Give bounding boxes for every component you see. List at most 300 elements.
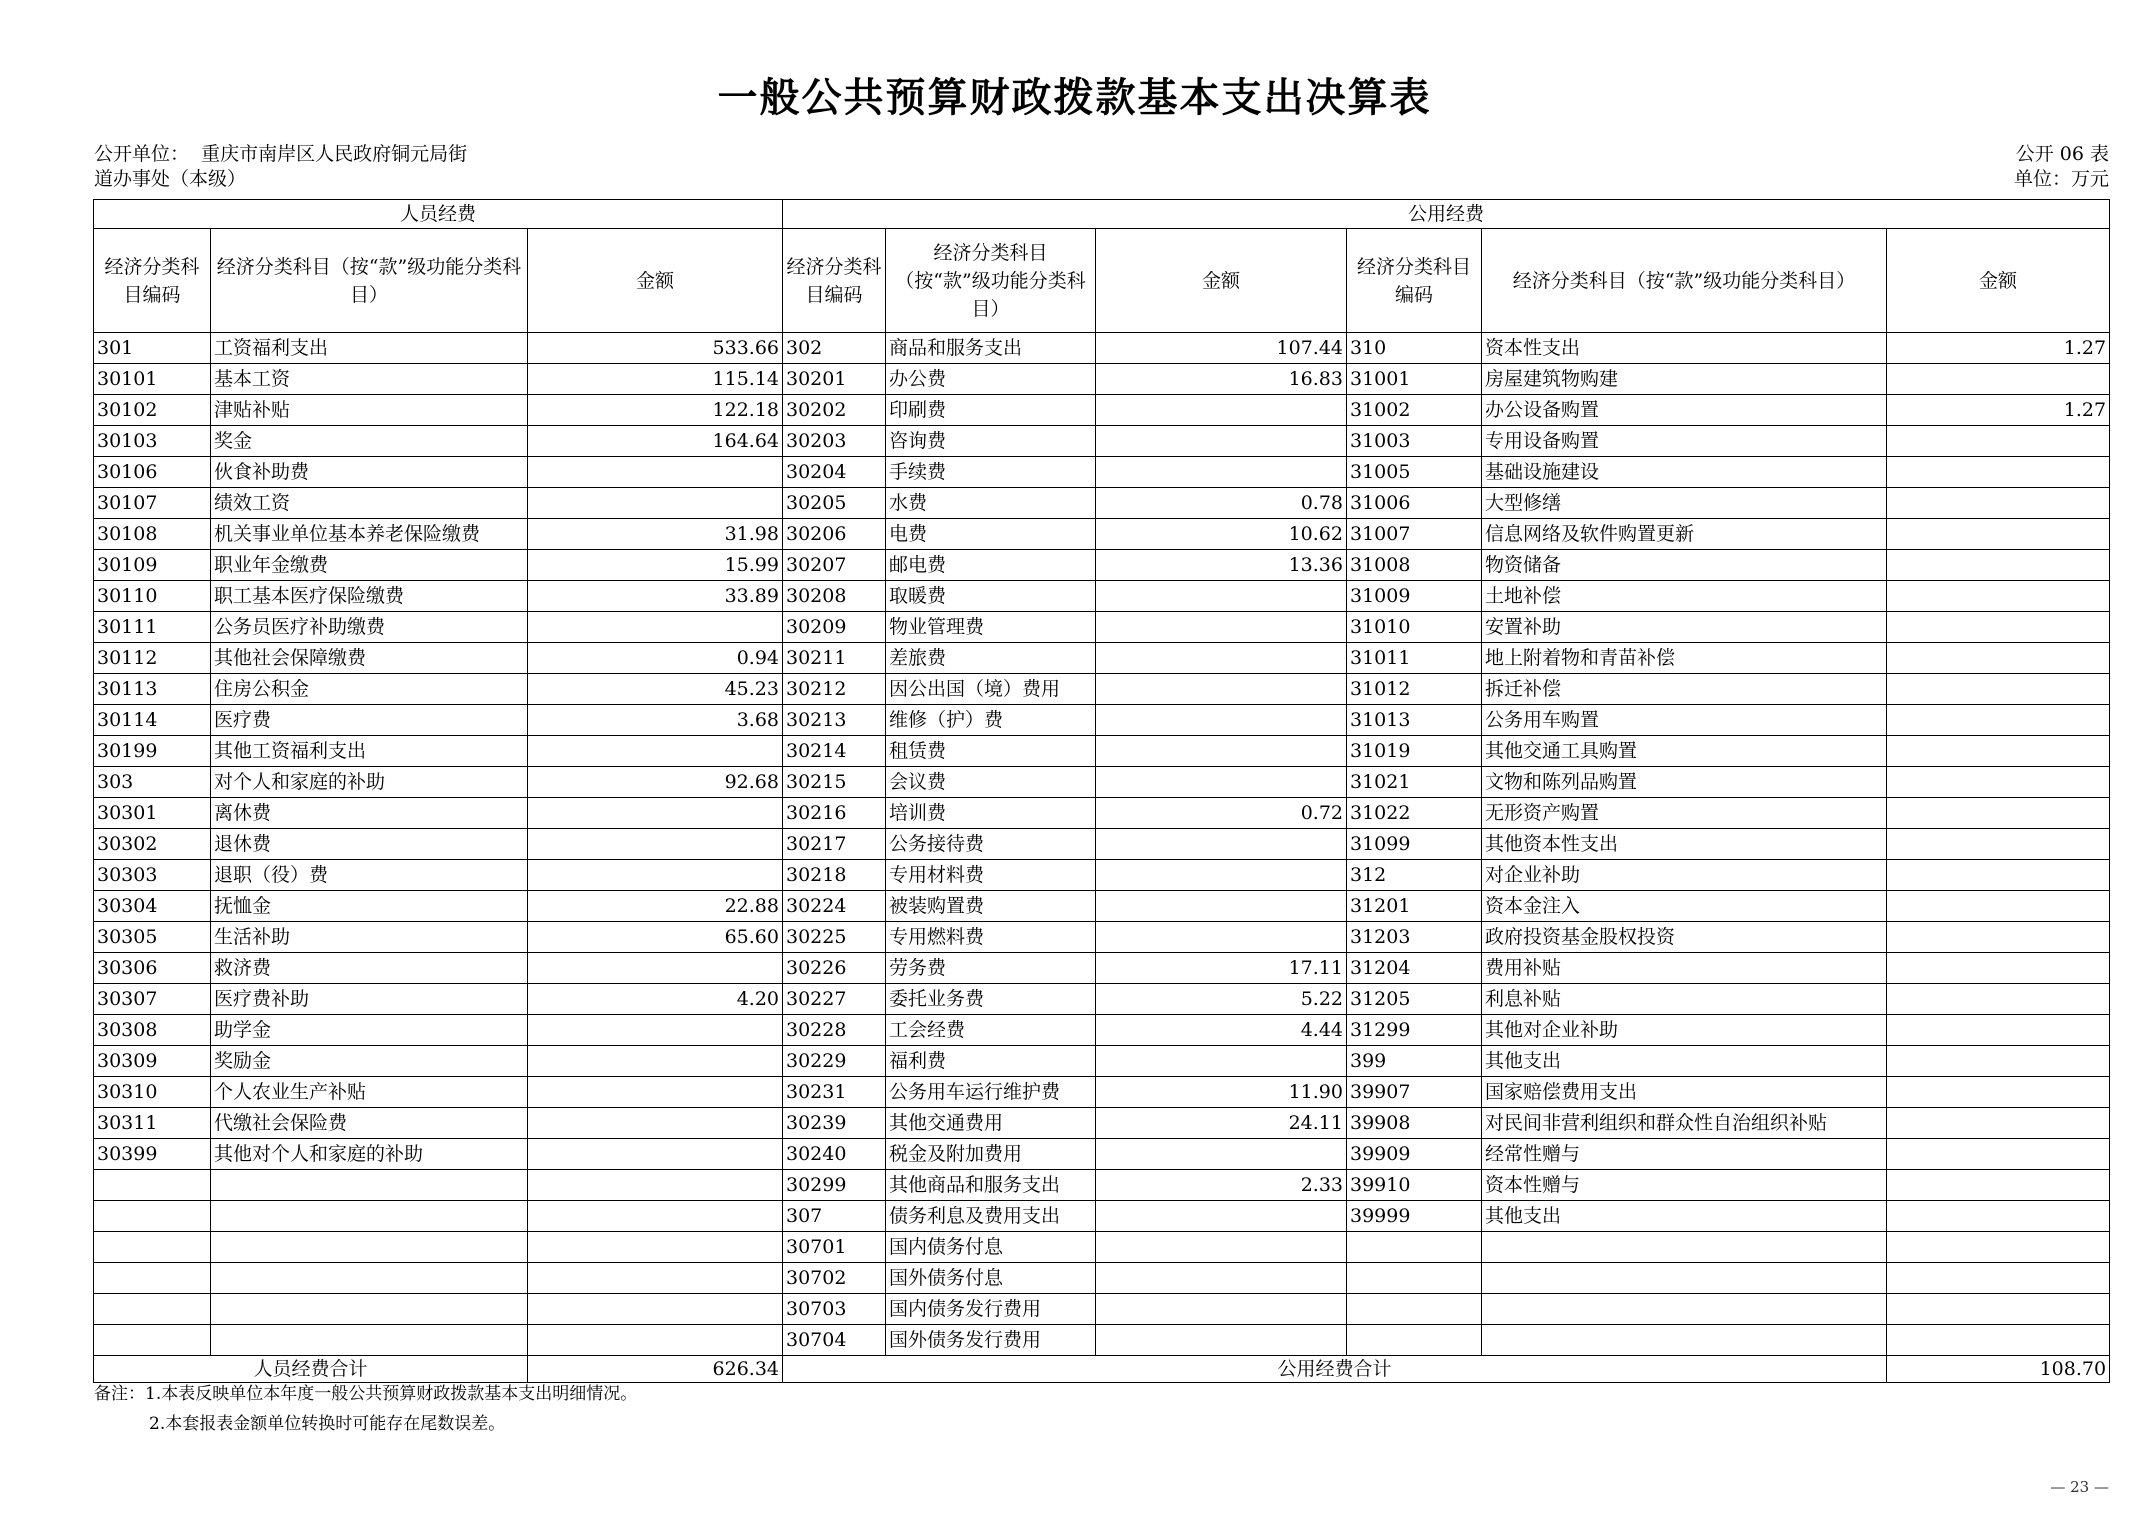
public1-code-cell: 30215 (783, 767, 886, 798)
public2-amount-cell (1887, 488, 2110, 519)
public2-amount-cell (1887, 643, 2110, 674)
public1-name-cell: 会议费 (886, 767, 1096, 798)
public1-code-cell: 30701 (783, 1232, 886, 1263)
public1-name-cell: 其他商品和服务支出 (886, 1170, 1096, 1201)
footnotes (94, 1379, 637, 1439)
personnel-code-cell: 30310 (94, 1077, 211, 1108)
personnel-amount-cell: 115.14 (528, 364, 783, 395)
table-row (94, 953, 2110, 984)
public2-name-cell: 国家赔偿费用支出 (1482, 1077, 1887, 1108)
personnel-code-cell: 30108 (94, 519, 211, 550)
public1-name-cell: 国外债务发行费用 (886, 1325, 1096, 1356)
personnel-name-cell: 其他对个人和家庭的补助 (211, 1139, 528, 1170)
public1-code-cell: 30214 (783, 736, 886, 767)
public1-code-cell: 30201 (783, 364, 886, 395)
public1-code-cell: 30227 (783, 984, 886, 1015)
public1-name-cell: 公务接待费 (886, 829, 1096, 860)
public2-name-cell: 经常性赠与 (1482, 1139, 1887, 1170)
table-row (94, 984, 2110, 1015)
personnel-amount-cell (528, 1139, 783, 1170)
public1-amount-cell (1096, 1263, 1347, 1294)
footnote-2: 2.本套报表金额单位转换时可能存在尾数误差。 (149, 1414, 506, 1434)
table-row (94, 581, 2110, 612)
public1-amount-cell: 24.11 (1096, 1108, 1347, 1139)
personnel-amount-cell (528, 1046, 783, 1077)
currency-unit: 单位：万元 (2013, 168, 2109, 190)
page-title: 一般公共预算财政拨款基本支出决算表 (717, 74, 1432, 121)
public2-amount-cell (1887, 1015, 2110, 1046)
personnel-name-cell: 医疗费补助 (211, 984, 528, 1015)
personnel-code-cell: 30111 (94, 612, 211, 643)
public1-code-cell: 30202 (783, 395, 886, 426)
personnel-name-cell: 奖励金 (211, 1046, 528, 1077)
public1-amount-cell: 11.90 (1096, 1077, 1347, 1108)
public2-name-cell: 政府投资基金股权投资 (1482, 922, 1887, 953)
public1-name-cell: 委托业务费 (886, 984, 1096, 1015)
table-row (94, 643, 2110, 674)
section-public: 公用经费 (783, 200, 2110, 229)
public2-name-cell: 其他支出 (1482, 1201, 1887, 1232)
public1-code-cell: 307 (783, 1201, 886, 1232)
public2-name-cell: 大型修缮 (1482, 488, 1887, 519)
public2-code-cell: 31099 (1347, 829, 1482, 860)
public2-code-cell: 31010 (1347, 612, 1482, 643)
column-header-row (94, 229, 2110, 333)
public2-code-cell: 399 (1347, 1046, 1482, 1077)
public1-amount-cell (1096, 426, 1347, 457)
table-row (94, 1108, 2110, 1139)
public2-code-cell: 31019 (1347, 736, 1482, 767)
personnel-code-cell (94, 1170, 211, 1201)
public1-amount-cell (1096, 457, 1347, 488)
table-row (94, 1232, 2110, 1263)
public1-amount-cell (1096, 705, 1347, 736)
personnel-code-cell: 30107 (94, 488, 211, 519)
public1-name-cell: 福利费 (886, 1046, 1096, 1077)
public1-name-cell: 邮电费 (886, 550, 1096, 581)
personnel-name-cell (211, 1263, 528, 1294)
personnel-code-cell (94, 1294, 211, 1325)
personnel-code-cell: 303 (94, 767, 211, 798)
public2-amount-cell (1887, 1232, 2110, 1263)
page-number: — 23 — (2050, 1478, 2109, 1496)
public1-name-cell: 劳务费 (886, 953, 1096, 984)
public1-name-cell: 公务用车运行维护费 (886, 1077, 1096, 1108)
personnel-code-cell: 30109 (94, 550, 211, 581)
public2-name-cell: 土地补偿 (1482, 581, 1887, 612)
personnel-amount-cell: 3.68 (528, 705, 783, 736)
public2-code-cell: 31022 (1347, 798, 1482, 829)
public1-amount-cell: 13.36 (1096, 550, 1347, 581)
personnel-amount-cell: 45.23 (528, 674, 783, 705)
public2-name-cell: 无形资产购置 (1482, 798, 1887, 829)
public1-code-cell: 30205 (783, 488, 886, 519)
public2-name-cell: 办公设备购置 (1482, 395, 1887, 426)
table-row (94, 1046, 2110, 1077)
public1-code-cell: 30204 (783, 457, 886, 488)
public1-code-cell: 30209 (783, 612, 886, 643)
public2-name-cell: 资本金注入 (1482, 891, 1887, 922)
public2-amount-cell (1887, 457, 2110, 488)
public1-code-cell: 30211 (783, 643, 886, 674)
personnel-name-cell: 绩效工资 (211, 488, 528, 519)
public-total-amount: 108.70 (1887, 1356, 2110, 1383)
personnel-total-label: 人员经费合计 (94, 1356, 528, 1383)
section-personnel: 人员经费 (94, 200, 783, 229)
public2-code-cell: 31299 (1347, 1015, 1482, 1046)
table-row (94, 705, 2110, 736)
personnel-name-cell: 对个人和家庭的补助 (211, 767, 528, 798)
public1-code-cell: 30226 (783, 953, 886, 984)
public2-name-cell: 对企业补助 (1482, 860, 1887, 891)
personnel-name-cell: 住房公积金 (211, 674, 528, 705)
public2-name-cell: 房屋建筑物购建 (1482, 364, 1887, 395)
personnel-amount-cell: 4.20 (528, 984, 783, 1015)
public1-code-cell: 30217 (783, 829, 886, 860)
public1-name-cell: 商品和服务支出 (886, 333, 1096, 364)
personnel-amount-cell: 31.98 (528, 519, 783, 550)
public2-code-cell (1347, 1294, 1482, 1325)
personnel-amount-cell (528, 1201, 783, 1232)
personnel-code-cell: 30113 (94, 674, 211, 705)
public1-name-cell: 工会经费 (886, 1015, 1096, 1046)
header-public1-code: 经济分类科目编码 (783, 229, 886, 333)
public1-name-cell: 培训费 (886, 798, 1096, 829)
personnel-name-cell: 基本工资 (211, 364, 528, 395)
personnel-code-cell: 30199 (94, 736, 211, 767)
personnel-code-cell (94, 1263, 211, 1294)
table-row (94, 1263, 2110, 1294)
table-row (94, 364, 2110, 395)
public1-amount-cell (1096, 736, 1347, 767)
personnel-name-cell: 退休费 (211, 829, 528, 860)
personnel-name-cell: 助学金 (211, 1015, 528, 1046)
public2-amount-cell (1887, 1325, 2110, 1356)
public1-amount-cell (1096, 395, 1347, 426)
public1-name-cell: 专用燃料费 (886, 922, 1096, 953)
personnel-amount-cell (528, 736, 783, 767)
public2-code-cell: 31011 (1347, 643, 1482, 674)
public1-amount-cell (1096, 674, 1347, 705)
public1-code-cell: 30240 (783, 1139, 886, 1170)
public1-code-cell: 30702 (783, 1263, 886, 1294)
personnel-amount-cell (528, 953, 783, 984)
public1-amount-cell: 17.11 (1096, 953, 1347, 984)
public1-amount-cell: 2.33 (1096, 1170, 1347, 1201)
personnel-code-cell: 30110 (94, 581, 211, 612)
public1-code-cell: 30203 (783, 426, 886, 457)
personnel-name-cell: 个人农业生产补贴 (211, 1077, 528, 1108)
header-public1-amount: 金额 (1096, 229, 1347, 333)
public1-name-cell: 办公费 (886, 364, 1096, 395)
personnel-amount-cell (528, 1263, 783, 1294)
public2-amount-cell (1887, 705, 2110, 736)
public2-amount-cell (1887, 953, 2110, 984)
public2-name-cell: 其他对企业补助 (1482, 1015, 1887, 1046)
personnel-name-cell: 离休费 (211, 798, 528, 829)
public1-code-cell: 30218 (783, 860, 886, 891)
public1-amount-cell: 0.72 (1096, 798, 1347, 829)
public2-code-cell: 31204 (1347, 953, 1482, 984)
table-row (94, 922, 2110, 953)
public1-name-cell: 水费 (886, 488, 1096, 519)
table-row (94, 457, 2110, 488)
public2-amount-cell (1887, 1263, 2110, 1294)
public2-code-cell: 31005 (1347, 457, 1482, 488)
personnel-code-cell: 30399 (94, 1139, 211, 1170)
table-row (94, 674, 2110, 705)
personnel-code-cell: 30309 (94, 1046, 211, 1077)
public1-name-cell: 国内债务付息 (886, 1232, 1096, 1263)
public1-code-cell: 30231 (783, 1077, 886, 1108)
personnel-amount-cell: 65.60 (528, 922, 783, 953)
public2-code-cell (1347, 1263, 1482, 1294)
personnel-name-cell: 伙食补助费 (211, 457, 528, 488)
personnel-amount-cell (528, 798, 783, 829)
public2-amount-cell (1887, 860, 2110, 891)
personnel-amount-cell: 15.99 (528, 550, 783, 581)
public2-amount-cell (1887, 612, 2110, 643)
personnel-name-cell: 职工基本医疗保险缴费 (211, 581, 528, 612)
personnel-amount-cell (528, 1170, 783, 1201)
public2-name-cell: 其他资本性支出 (1482, 829, 1887, 860)
personnel-code-cell: 30303 (94, 860, 211, 891)
public2-amount-cell (1887, 1108, 2110, 1139)
public1-name-cell: 国外债务付息 (886, 1263, 1096, 1294)
personnel-name-cell: 其他工资福利支出 (211, 736, 528, 767)
public1-name-cell: 被装购置费 (886, 891, 1096, 922)
public1-code-cell: 30225 (783, 922, 886, 953)
public2-name-cell (1482, 1232, 1887, 1263)
public2-name-cell: 地上附着物和青苗补偿 (1482, 643, 1887, 674)
personnel-code-cell: 30308 (94, 1015, 211, 1046)
public2-amount-cell (1887, 426, 2110, 457)
public1-amount-cell (1096, 891, 1347, 922)
public1-amount-cell (1096, 1201, 1347, 1232)
personnel-amount-cell: 0.94 (528, 643, 783, 674)
public2-amount-cell (1887, 1170, 2110, 1201)
public1-amount-cell (1096, 1139, 1347, 1170)
public1-amount-cell (1096, 1325, 1347, 1356)
public2-amount-cell (1887, 798, 2110, 829)
table-row (94, 488, 2110, 519)
public1-name-cell: 专用材料费 (886, 860, 1096, 891)
personnel-name-cell (211, 1170, 528, 1201)
public2-amount-cell (1887, 736, 2110, 767)
public2-amount-cell (1887, 1201, 2110, 1232)
personnel-code-cell: 30114 (94, 705, 211, 736)
footnote-1: 备注：1.本表反映单位本年度一般公共预算财政拨款基本支出明细情况。 (94, 1384, 638, 1404)
public1-amount-cell (1096, 612, 1347, 643)
personnel-amount-cell (528, 860, 783, 891)
public2-name-cell: 资本性赠与 (1482, 1170, 1887, 1201)
personnel-code-cell: 30103 (94, 426, 211, 457)
personnel-amount-cell: 22.88 (528, 891, 783, 922)
personnel-name-cell (211, 1294, 528, 1325)
public2-name-cell: 利息补贴 (1482, 984, 1887, 1015)
personnel-code-cell: 30302 (94, 829, 211, 860)
personnel-name-cell: 工资福利支出 (211, 333, 528, 364)
expenditure-table (93, 199, 2110, 1383)
public2-code-cell: 31205 (1347, 984, 1482, 1015)
public2-code-cell: 31001 (1347, 364, 1482, 395)
public2-name-cell: 信息网络及软件购置更新 (1482, 519, 1887, 550)
personnel-amount-cell (528, 612, 783, 643)
public2-amount-cell: 1.27 (1887, 395, 2110, 426)
public2-code-cell: 312 (1347, 860, 1482, 891)
public1-amount-cell (1096, 1294, 1347, 1325)
personnel-code-cell (94, 1325, 211, 1356)
public1-code-cell: 302 (783, 333, 886, 364)
public1-amount-cell (1096, 860, 1347, 891)
public1-amount-cell (1096, 581, 1347, 612)
public1-name-cell: 电费 (886, 519, 1096, 550)
public2-amount-cell (1887, 550, 2110, 581)
public1-name-cell: 差旅费 (886, 643, 1096, 674)
public1-code-cell: 30206 (783, 519, 886, 550)
table-row (94, 519, 2110, 550)
public2-name-cell: 物资储备 (1482, 550, 1887, 581)
personnel-amount-cell (528, 457, 783, 488)
unit-label: 公开单位： (94, 143, 190, 165)
public2-code-cell (1347, 1325, 1482, 1356)
public1-amount-cell (1096, 922, 1347, 953)
section-header-row (94, 200, 2110, 229)
public2-code-cell: 31203 (1347, 922, 1482, 953)
table-row (94, 1015, 2110, 1046)
public2-name-cell: 文物和陈列品购置 (1482, 767, 1887, 798)
public2-amount-cell (1887, 1046, 2110, 1077)
personnel-code-cell: 30301 (94, 798, 211, 829)
personnel-name-cell: 救济费 (211, 953, 528, 984)
public1-name-cell: 维修（护）费 (886, 705, 1096, 736)
public2-code-cell: 31002 (1347, 395, 1482, 426)
public2-amount-cell (1887, 984, 2110, 1015)
personnel-code-cell: 30106 (94, 457, 211, 488)
public1-code-cell: 30216 (783, 798, 886, 829)
public1-code-cell: 30299 (783, 1170, 886, 1201)
public2-code-cell (1347, 1232, 1482, 1263)
public1-name-cell: 咨询费 (886, 426, 1096, 457)
public1-name-cell: 国内债务发行费用 (886, 1294, 1096, 1325)
personnel-amount-cell (528, 829, 783, 860)
public1-name-cell: 物业管理费 (886, 612, 1096, 643)
public2-code-cell: 39907 (1347, 1077, 1482, 1108)
personnel-name-cell (211, 1325, 528, 1356)
public1-code-cell: 30239 (783, 1108, 886, 1139)
public1-amount-cell: 4.44 (1096, 1015, 1347, 1046)
public1-name-cell: 印刷费 (886, 395, 1096, 426)
public1-code-cell: 30224 (783, 891, 886, 922)
table-row (94, 860, 2110, 891)
personnel-name-cell (211, 1201, 528, 1232)
public2-code-cell: 39999 (1347, 1201, 1482, 1232)
table-row (94, 1201, 2110, 1232)
table-row (94, 1294, 2110, 1325)
public1-name-cell: 因公出国（境）费用 (886, 674, 1096, 705)
public2-code-cell: 39909 (1347, 1139, 1482, 1170)
public2-amount-cell (1887, 829, 2110, 860)
public1-name-cell: 手续费 (886, 457, 1096, 488)
public1-amount-cell: 107.44 (1096, 333, 1347, 364)
personnel-code-cell: 30304 (94, 891, 211, 922)
public2-amount-cell (1887, 1077, 2110, 1108)
public1-code-cell: 30228 (783, 1015, 886, 1046)
public2-amount-cell (1887, 581, 2110, 612)
table-meta (2014, 142, 2109, 192)
personnel-code-cell: 30112 (94, 643, 211, 674)
public2-code-cell: 31008 (1347, 550, 1482, 581)
public2-name-cell: 拆迁补偿 (1482, 674, 1887, 705)
personnel-code-cell (94, 1232, 211, 1263)
public1-amount-cell (1096, 829, 1347, 860)
public2-code-cell: 31009 (1347, 581, 1482, 612)
table-row (94, 426, 2110, 457)
personnel-code-cell: 301 (94, 333, 211, 364)
header-public2-name: 经济分类科目（按“款”级功能分类科目） (1482, 229, 1887, 333)
public2-name-cell (1482, 1294, 1887, 1325)
public2-name-cell: 其他交通工具购置 (1482, 736, 1887, 767)
table-row (94, 1139, 2110, 1170)
personnel-code-cell: 30306 (94, 953, 211, 984)
public1-amount-cell (1096, 1232, 1347, 1263)
public1-code-cell: 30703 (783, 1294, 886, 1325)
table-row (94, 767, 2110, 798)
personnel-code-cell: 30101 (94, 364, 211, 395)
public1-code-cell: 30208 (783, 581, 886, 612)
unit-name-line2: 道办事处（本级） (94, 168, 247, 190)
personnel-total-amount: 626.34 (528, 1356, 783, 1383)
personnel-amount-cell (528, 1077, 783, 1108)
public2-name-cell: 专用设备购置 (1482, 426, 1887, 457)
personnel-amount-cell (528, 488, 783, 519)
reporting-unit (94, 142, 554, 192)
public2-amount-cell (1887, 674, 2110, 705)
public2-amount-cell (1887, 891, 2110, 922)
personnel-name-cell: 职业年金缴费 (211, 550, 528, 581)
table-row (94, 1325, 2110, 1356)
public2-code-cell: 31021 (1347, 767, 1482, 798)
table-row (94, 550, 2110, 581)
public2-code-cell: 31013 (1347, 705, 1482, 736)
public2-code-cell: 31012 (1347, 674, 1482, 705)
public1-name-cell: 税金及附加费用 (886, 1139, 1096, 1170)
personnel-amount-cell (528, 1015, 783, 1046)
public2-name-cell: 其他支出 (1482, 1046, 1887, 1077)
public2-amount-cell (1887, 922, 2110, 953)
table-row (94, 395, 2110, 426)
public1-code-cell: 30207 (783, 550, 886, 581)
personnel-name-cell: 奖金 (211, 426, 528, 457)
public2-amount-cell (1887, 364, 2110, 395)
public1-code-cell: 30212 (783, 674, 886, 705)
table-row (94, 1170, 2110, 1201)
public1-amount-cell (1096, 767, 1347, 798)
header-personnel-code: 经济分类科目编码 (94, 229, 211, 333)
public1-name-cell: 债务利息及费用支出 (886, 1201, 1096, 1232)
public1-code-cell: 30229 (783, 1046, 886, 1077)
public1-amount-cell: 5.22 (1096, 984, 1347, 1015)
public2-name-cell: 费用补贴 (1482, 953, 1887, 984)
personnel-name-cell: 机关事业单位基本养老保险缴费 (211, 519, 528, 550)
public1-amount-cell (1096, 1046, 1347, 1077)
public1-name-cell: 租赁费 (886, 736, 1096, 767)
header-personnel-name: 经济分类科目（按“款”级功能分类科目） (211, 229, 528, 333)
public2-amount-cell (1887, 519, 2110, 550)
personnel-name-cell: 退职（役）费 (211, 860, 528, 891)
personnel-name-cell: 公务员医疗补助缴费 (211, 612, 528, 643)
public2-code-cell: 39910 (1347, 1170, 1482, 1201)
